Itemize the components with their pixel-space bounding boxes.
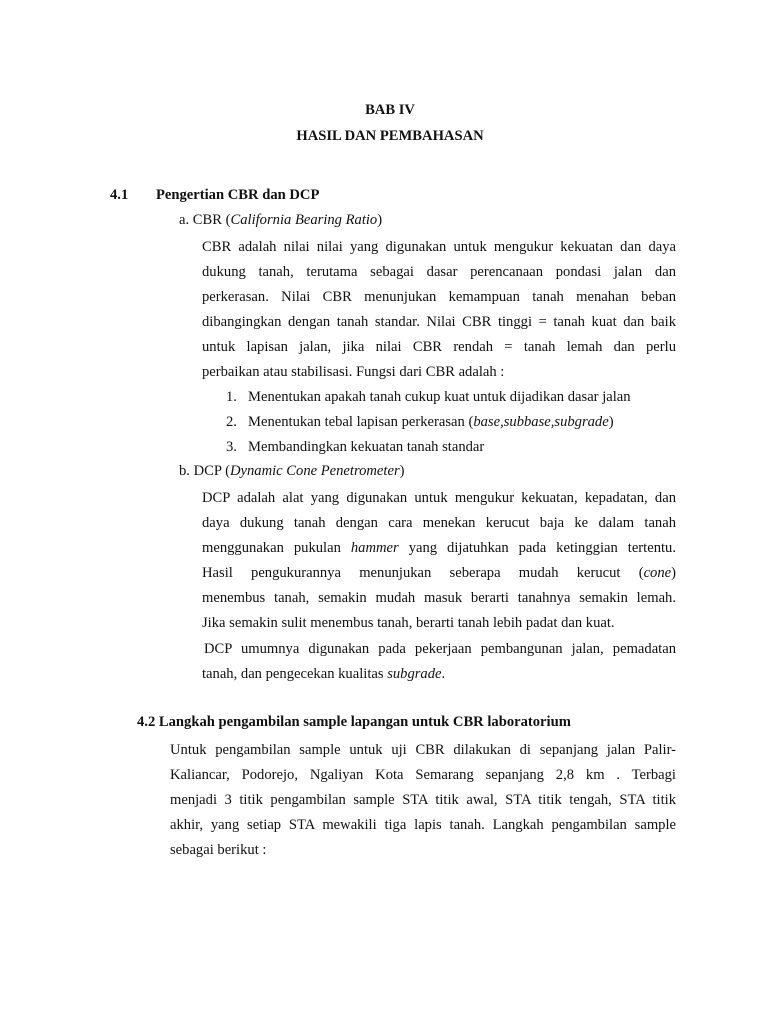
paragraph-line: Jika semakin sulit menembus tanah, berarti tanah lebih padat dan kuat. [202,615,615,631]
paragraph-line: DCP adalah alat yang digunakan untuk mengukur kekuatan, kepadatan, dan [202,490,676,506]
paragraph-line: menjadi 3 titik pengambilan sample STA titik awal, STA titik tengah, STA titik [170,792,676,808]
subsection-b-prefix: b. DCP ( [179,463,230,479]
chapter-label: BAB IV [365,102,415,118]
line-italic: hammer [350,540,399,556]
list-item-text: Menentukan apakah tanah cukup kuat untuk dijadikan dasar jalan [248,389,631,405]
line-post: . [441,666,446,682]
paragraph-line: dibangingkan dengan tanah standar. Nilai CBR tinggi = tanah kuat dan baik [202,314,676,330]
list-item-number: 2. [226,414,237,430]
list-item-text [248,412,614,432]
line-italic: cone [643,565,672,581]
subsection-a-heading [179,212,382,229]
list-item-text-pre: Menentukan tebal lapisan perkerasan ( [248,414,474,430]
paragraph-line: untuk lapisan jalan, jika nilai CBR rendah = tanah lemah dan perlu [202,339,676,355]
paragraph-line [202,664,445,684]
line-post: yang dijatuhkan pada ketinggian tertentu. [398,540,676,556]
line-italic: subgrade [387,666,442,682]
paragraph-line: akhir, yang setiap STA mewakili tiga lapis tanah. Langkah pengambilan sample [170,817,676,833]
paragraph-line: Kaliancar, Podorejo, Ngaliyan Kota Semarang sepanjang 2,8 km . Terbagi [170,767,676,783]
line-pre: menggunakan pukulan [202,540,351,556]
subsection-a-term: California Bearing Ratio [230,212,378,228]
paragraph-line: perbaikan atau stabilisasi. Fungsi dari CBR adalah : [202,364,505,380]
section-title: Pengertian CBR dan DCP [156,187,320,203]
list-item-italic-terms: base,subbase,subgrade [473,414,609,430]
subsection-a-prefix: a. CBR ( [179,212,231,228]
list-item-number: 1. [226,389,237,405]
section-number: 4.1 [110,187,129,203]
paragraph-line: CBR adalah nilai nilai yang digunakan untuk mengukur kekuatan dan daya [202,239,676,255]
chapter-title: HASIL DAN PEMBAHASAN [296,128,484,144]
paragraph-line [202,538,676,558]
line-pre: Hasil pengukurannya menunjukan seberapa mudah kerucut ( [202,565,644,581]
subsection-a-suffix: ) [377,212,383,228]
paragraph-line: Untuk pengambilan sample untuk uji CBR dilakukan di sepanjang jalan Palir- [170,742,676,758]
line-post: ) [671,565,676,581]
paragraph-line [202,563,676,583]
subsection-b-heading [179,463,405,480]
paragraph-line: sebagai berikut : [170,842,267,858]
paragraph-line: menembus tanah, semakin mudah masuk berarti tanahnya semakin lemah. [202,590,676,606]
list-item-text-post: ) [608,414,614,430]
paragraph-line: perkerasan. Nilai CBR menunjukan kemampuan tanah menahan beban [202,289,676,305]
subsection-b-suffix: ) [399,463,405,479]
paragraph-line: DCP umumnya digunakan pada pekerjaan pembangunan jalan, pemadatan [204,641,676,657]
subsection-b-term: Dynamic Cone Penetrometer [229,463,400,479]
line-pre: tanah, dan pengecekan kualitas [202,666,388,682]
paragraph-line: dukung tanah, terutama sebagai dasar perencanaan pondasi jalan dan [202,264,676,280]
list-item-number: 3. [226,439,237,455]
section-2-heading: 4.2 Langkah pengambilan sample lapangan untuk CBR laboratorium [137,714,571,730]
paragraph-line: daya dukung tanah dengan cara menekan kerucut baja ke dalam tanah [202,515,676,531]
list-item-text: Membandingkan kekuatan tanah standar [248,439,485,455]
